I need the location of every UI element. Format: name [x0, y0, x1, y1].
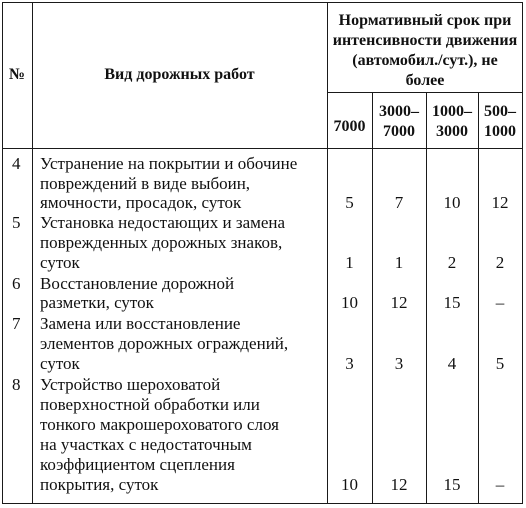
- header-intensity-col-3-line-1: 1000–: [432, 103, 472, 120]
- row-8-text-line-6: покрытия, суток: [40, 475, 159, 494]
- row-4-value-1000-3000: 10: [443, 193, 461, 212]
- row-8-text-line-5: коэффициентом сцепления: [40, 455, 235, 474]
- row-7-value-3000-7000: 3: [394, 354, 404, 373]
- row-8-value-7000: 10: [341, 475, 358, 494]
- row-5-value-1000-3000: 2: [447, 253, 457, 272]
- row-4-value-3000-7000: 7: [394, 193, 404, 212]
- row-7-value-1000-3000: 4: [447, 354, 457, 373]
- header-intensity-col-3-line-2: 3000: [436, 123, 468, 140]
- header-number: №: [8, 66, 26, 83]
- row-7-text-line-1: Замена или восстановление: [40, 314, 241, 333]
- row-4-value-7000: 5: [345, 193, 354, 212]
- header-intensity-col-4-line-2: 1000: [484, 123, 516, 140]
- row-6-text-line-1: Восстановление дорожной: [40, 274, 235, 293]
- row-8-value-1000-3000: 15: [443, 475, 461, 494]
- header-intensity-col-4-line-1: 500–: [484, 103, 516, 120]
- header-intensity-col-1-line-1: 7000: [333, 118, 366, 135]
- header-deadline-line-2: интенсивности движения: [332, 32, 518, 49]
- row-6-value-7000: 10: [341, 293, 358, 312]
- header-intensity-col-2-line-1: 3000–: [379, 103, 419, 120]
- row-5-value-7000: 1: [345, 253, 354, 272]
- row-5-number: 5: [12, 213, 21, 232]
- row-5-text-line-1: Установка недостающих и замена: [40, 213, 286, 232]
- row-4-number: 4: [12, 154, 21, 173]
- row-6-text-line-2: разметки, суток: [40, 293, 154, 312]
- header-bottom-border: [2, 148, 523, 149]
- row-8-text-line-1: Устройство шероховатой: [40, 375, 221, 394]
- header-deadline-line-3: (автомобил./сут.), не: [352, 52, 498, 69]
- row-5-text-line-2: поврежденных дорожных знаков,: [40, 233, 283, 252]
- row-4-text-line-1: Устранение на покрытии и обочине: [40, 154, 298, 173]
- row-8-value-500-1000: –: [495, 475, 505, 494]
- header-deadline-line-1: Нормативный срок при: [338, 12, 512, 29]
- row-6-number: 6: [12, 274, 21, 293]
- row-5-value-500-1000: 2: [495, 253, 505, 272]
- row-7-number: 7: [12, 314, 21, 333]
- row-4-text-line-2: повреждений в виде выбоин,: [40, 174, 251, 193]
- row-4-text-line-3: ямочности, просадок, суток: [40, 193, 242, 212]
- row-8-text-line-4: на участках с недостаточным: [40, 435, 252, 454]
- header-intensity-col-2-line-2: 7000: [383, 123, 415, 140]
- table-border-bottom: [2, 503, 523, 504]
- row-4-value-500-1000: 12: [491, 193, 509, 212]
- row-8-text-line-3: тонкого макрошероховатого слоя: [40, 415, 279, 434]
- row-7-value-500-1000: 5: [495, 354, 505, 373]
- row-5-value-3000-7000: 1: [394, 253, 404, 272]
- row-5-text-line-3: суток: [40, 253, 80, 272]
- table-border-top: [2, 2, 523, 3]
- header-deadline-line-4: более: [405, 72, 445, 89]
- row-8-number: 8: [12, 375, 21, 394]
- header-subdivider: [327, 92, 523, 93]
- row-8-text-line-2: поверхностной обработки или: [40, 395, 260, 414]
- row-6-value-3000-7000: 12: [390, 293, 408, 312]
- header-work-type: Вид дорожных работ: [104, 66, 255, 83]
- row-6-value-1000-3000: 15: [443, 293, 461, 312]
- row-8-value-3000-7000: 12: [390, 475, 408, 494]
- row-6-value-500-1000: –: [495, 293, 505, 312]
- row-7-text-line-2: элементов дорожных ограждений,: [40, 334, 289, 353]
- row-7-value-7000: 3: [345, 354, 354, 373]
- row-7-text-line-3: суток: [40, 354, 80, 373]
